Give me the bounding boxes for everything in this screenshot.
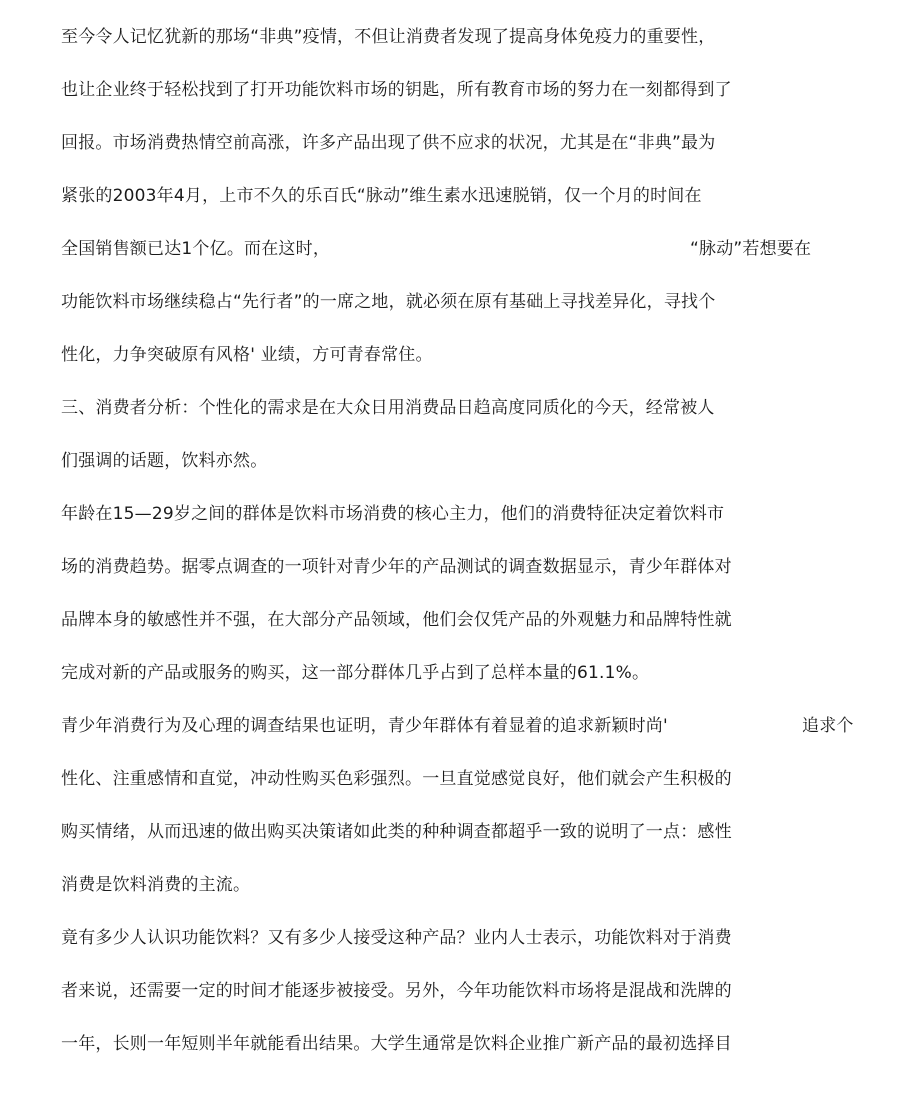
paragraph-line: 年龄在15—29岁之间的群体是饮料市场消费的核心主力，他们的消费特征决定着饮料市 xyxy=(61,504,725,524)
paragraph-line: 品牌本身的敏感性并不强，在大部分产品领域，他们会仅凭产品的外观魅力和品牌特性就 xyxy=(61,610,732,630)
paragraph-line-split xyxy=(61,236,861,262)
paragraph-line: 回报。市场消费热情空前高涨，许多产品出现了供不应求的状况，尤其是在“非典”最为 xyxy=(61,133,716,153)
section-heading-line: 三、消费者分析：个性化的需求是在大众日用消费品日趋高度同质化的今天，经常被人 xyxy=(61,398,715,418)
paragraph-line: 完成对新的产品或服务的购买，这一部分群体几乎占到了总样本量的61.1%。 xyxy=(61,663,650,683)
paragraph-line: 功能饮料市场继续稳占“先行者”的一席之地，就必须在原有基础上寻找差异化，寻找个 xyxy=(61,292,716,312)
paragraph-line: 购买情绪，从而迅速的做出购买决策诸如此类的种种调查都超乎一致的说明了一点：感性 xyxy=(61,822,732,842)
paragraph-line: 者来说，还需要一定的时间才能逐步被接受。另外，今年功能饮料市场将是混战和洗牌的 xyxy=(61,981,732,1001)
paragraph-line: 一年，长则一年短则半年就能看出结果。大学生通常是饮料企业推广新产品的最初选择目 xyxy=(61,1034,732,1054)
line-right-fragment: 追求个 xyxy=(802,716,854,736)
paragraph-line: 们强调的话题，饮料亦然。 xyxy=(61,451,268,471)
paragraph-line: 紧张的2003年4月，上市不久的乐百氏“脉动”维生素水迅速脱销，仅一个月的时间在 xyxy=(61,186,702,206)
paragraph-line-split xyxy=(61,713,861,739)
paragraph-line: 竟有多少人认识功能饮料？又有多少人接受这种产品？业内人士表示，功能饮料对于消费 xyxy=(61,928,732,948)
paragraph-line: 至今令人记忆犹新的那场“非典”疫情，不但让消费者发现了提高身体免疫力的重要性， xyxy=(61,27,716,47)
line-right-fragment: “脉动”若想要在 xyxy=(690,239,812,259)
line-left-fragment: 青少年消费行为及心理的调查结果也证明，青少年群体有着显着的追求新颖时尚' xyxy=(61,716,668,736)
paragraph-line: 消费是饮料消费的主流。 xyxy=(61,875,251,895)
paragraph-line: 场的消费趋势。据零点调查的一项针对青少年的产品测试的调查数据显示，青少年群体对 xyxy=(61,557,732,577)
paragraph-line: 性化，力争突破原有风格' 业绩，方可青春常住。 xyxy=(61,345,433,365)
line-left-fragment: 全国销售额已达1个亿。而在这时， xyxy=(61,239,331,259)
paragraph-line: 也让企业终于轻松找到了打开功能饮料市场的钥匙，所有教育市场的努力在一刻都得到了 xyxy=(61,80,732,100)
paragraph-line: 性化、注重感情和直觉，冲动性购买色彩强烈。一旦直觉感觉良好，他们就会产生积极的 xyxy=(61,769,732,789)
